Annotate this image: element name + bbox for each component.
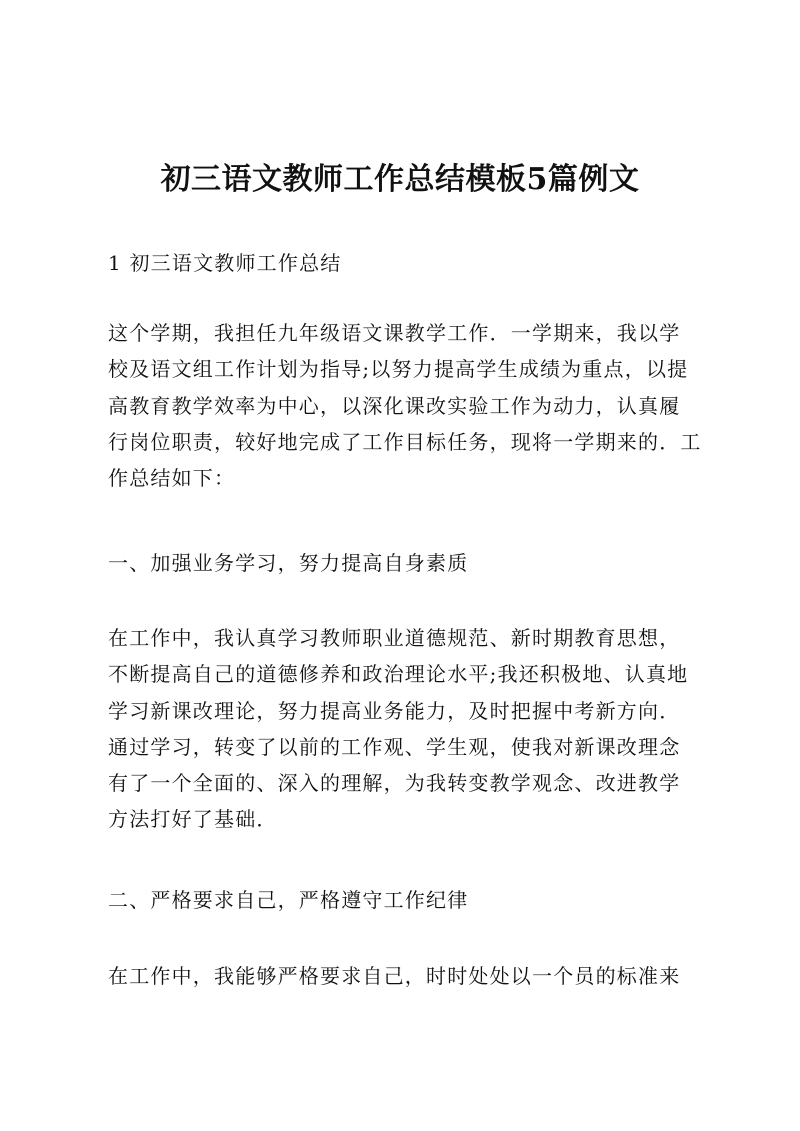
paragraph-line: 校及语文组工作计划为指导;以努力提高学生成绩为重点，以提 bbox=[108, 357, 689, 382]
paragraph-section-1 bbox=[108, 620, 700, 838]
paragraph-section-2 bbox=[108, 958, 700, 994]
section-title-1: 一、加强业务学习，努力提高自身素质 bbox=[108, 551, 469, 575]
article-heading: 1 初三语文教师工作总结 bbox=[108, 251, 342, 275]
document-title: 初三语文教师工作总结模板5篇例文 bbox=[160, 162, 640, 197]
paragraph-line: 有了一个全面的、深入的理解，为我转变教学观念、改进教学 bbox=[108, 771, 681, 796]
section-title-2: 二、严格要求自己，严格遵守工作纪律 bbox=[108, 888, 469, 912]
paragraph-line: 不断提高自己的道德修养和政治理论水平;我还积极地、认真地 bbox=[108, 662, 689, 687]
paragraph-line: 在工作中，我认真学习教师职业道德规范、新时期教育思想， bbox=[108, 626, 681, 650]
paragraph-line: 高教育教学效率为中心，以深化课改实验工作为动力，认真履 bbox=[108, 393, 681, 418]
paragraph-line: 作总结如下： bbox=[108, 466, 236, 491]
paragraph-line: 在工作中，我能够严格要求自己，时时处处以一个员的标准来 bbox=[108, 964, 681, 988]
paragraph-intro bbox=[108, 315, 700, 496]
paragraph-line: 行岗位职责，较好地完成了工作目标任务，现将一学期来的．工 bbox=[108, 429, 702, 454]
paragraph-line: 方法打好了基础． bbox=[108, 807, 278, 832]
paragraph-line: 学习新课改理论，努力提高业务能力，及时把握中考新方向． bbox=[108, 698, 681, 723]
paragraph-line: 通过学习，转变了以前的工作观、学生观，使我对新课改理念 bbox=[108, 734, 681, 759]
paragraph-line: 这个学期，我担任九年级语文课教学工作．一学期来，我以学 bbox=[108, 321, 681, 345]
